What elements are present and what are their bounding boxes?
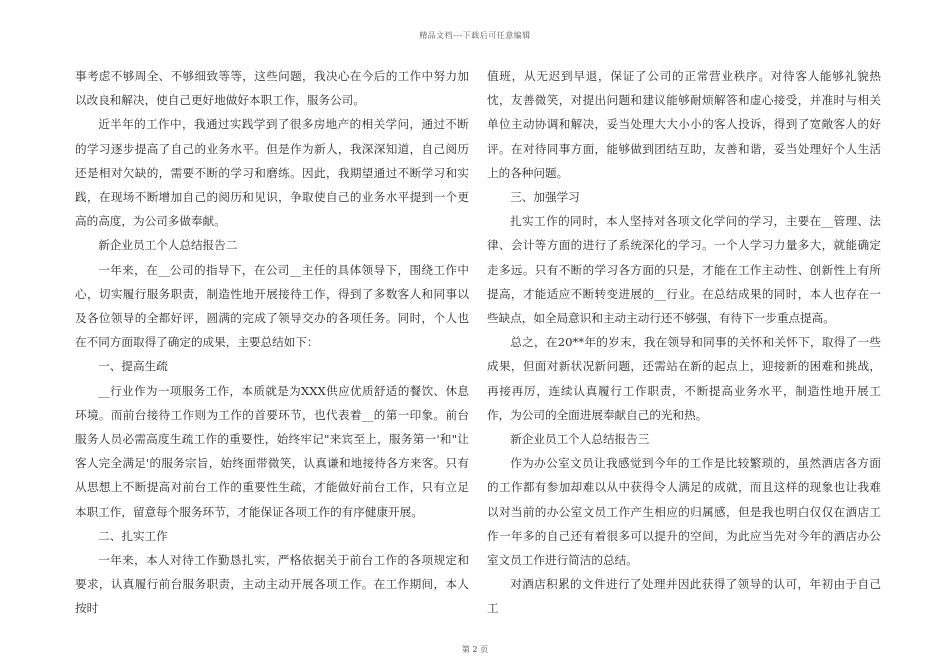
- page-header: 精品文档---下载后可任意编辑: [419, 31, 531, 40]
- paragraph: 作为办公室文员让我感觉到今年的工作是比较繁琐的，虽然酒店各方面的工作都有参加却难以从中获得令人满足的成就，而且这样的现象也让我难以对当前的办公室文员工作产生相应的归属感，但是我也明白仅仅在酒店工作一年多的自己还有着很多可以提升的空间，为此应当先对今年的酒店办公室文员工作进行简洁的总结。: [487, 456, 881, 568]
- paragraph: 一年来，在__公司的指导下，在公司__主任的具体领导下，围绕工作中心，切实履行服务职责，制造性地开展接待工作，得到了多数客人和同事以及各位领导的全都好评，圆满的完成了领导交办的各项任务。同时，个人也在不同方面取得了确定的成果，主要总结如下：: [75, 262, 469, 350]
- section-heading: 新企业员工个人总结报告二: [98, 238, 238, 253]
- page-number: 第 2 页: [461, 645, 489, 654]
- paragraph: 对酒店积累的文件进行了处理并因此获得了领导的认可，年初由于自己工: [487, 577, 881, 616]
- paragraph: 值班，从无迟到早退，保证了公司的正常营业秩序。对待客人能够礼貌热忱，友善微笑，对提出问题和建议能够耐烦解答和虚心接受，并准时与相关单位主动协调和解决，妥当处理大大小小的客人投诉，得到了宽敞客人的好评。在对待同事方面，能够做到团结互助，友善和谐，妥当处理好个人生活上的各种问题。: [487, 69, 881, 180]
- right-column: [487, 64, 881, 621]
- paragraph: __行业作为一项服务工作，本质就是为XXX供应优质舒适的餐饮、休息环境。而前台接待工作则为工作的首要环节，也代表着__的第一印象。前台服务人员必需高度生疏工作的重要性，始终牢记"来宾至上，服务第一'和"让客人完全满足'的服务宗旨，始终面带微笑，认真谦和地接待各方来客。只有从思想上不断提高对前台工作的重要性生疏，才能做好前台工作，只有立足本职工作，留意每个服务环节，才能保证各项工作的有序健康开展。: [75, 383, 469, 519]
- section-heading: 三、加强学习: [510, 190, 580, 205]
- paragraph: 总之，在20**年的岁末，我在领导和同事的关怀和关怀下，取得了一些成果，但面对新状况新问题，还需站在新的起点上，迎接新的困难和挑战，再接再厉，连续认真履行工作职责，不断提高业务水平，制造性地开展工作，为公司的全面进展奉献自己的光和热。: [487, 335, 881, 422]
- paragraph: 扎实工作的同时，本人坚持对各项文化学问的学习，主要在__管理、法律、会计等方面的进行了系统深化的学习。一个人学习力量多大，就能确定走多远。只有不断的学习各方面的只是，才能在工作主动性、创新性上有所提高，才能适应不断转变进展的__行业。在总结成果的同时，本人也存在一些缺点，如全局意识和主动主动行还不够强，有待下一步重点提高。: [487, 214, 881, 326]
- paragraph: 一年来，本人对待工作勤恳扎实，严格依据关于前台工作的各项规定和要求，认真履行前台服务职责，主动主动开展各项工作。在工作期间，本人按时: [75, 553, 469, 616]
- section-heading: 二、扎实工作: [98, 528, 168, 543]
- section-heading: 一、提高生疏: [98, 359, 168, 374]
- section-heading: 新企业员工个人总结报告三: [510, 432, 650, 447]
- left-column: [75, 64, 469, 621]
- paragraph: 近半年的工作中，我通过实践学到了很多房地产的相关学问，通过不断的学习逐步提高了自己的业务水平。但是作为新人，我深深知道，自己阅历还是相对欠缺的，需要不断的学习和磨练。因此，我期望通过不断学习和实践，在现场不断增加自己的阅历和见识，争取使自己的业务水平提到一个更高的高度，为公司多做奉献。: [75, 117, 469, 229]
- paragraph: 事考虑不够周全、不够细致等等，这些问题，我决心在今后的工作中努力加以改良和解决，使自己更好地做好本职工作，服务公司。: [75, 69, 469, 108]
